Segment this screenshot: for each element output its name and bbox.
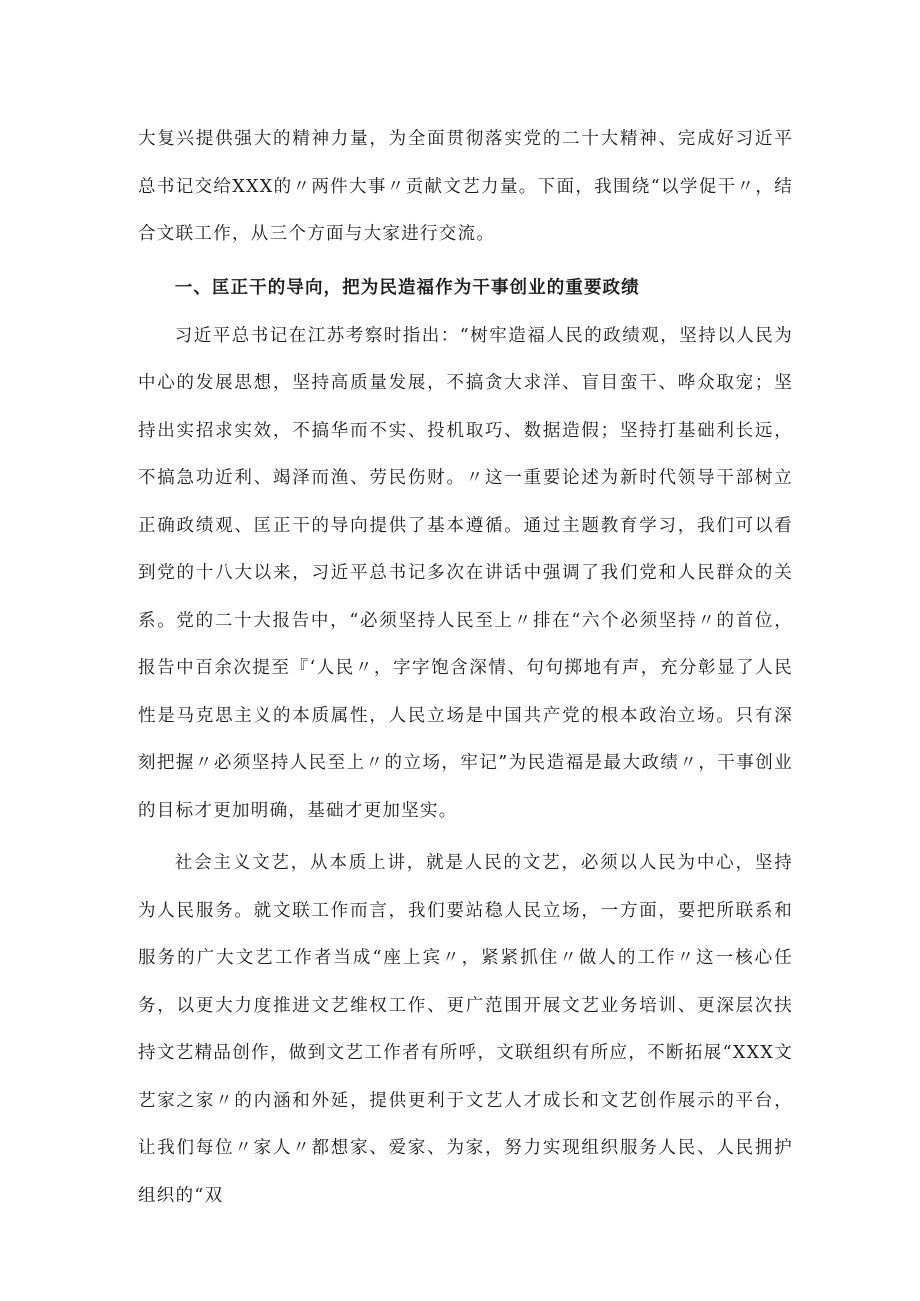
paragraph-continuation: 大复兴提供强大的精神力量，为全面贯彻落实党的二十大精神、完成好习近平总书记交给XXX的〃两件大事〃贡献文艺力量。下面，我围绕“以学促干〃，结合文联工作，从三个方面与大家进行交流。 [138, 129, 793, 244]
document-body [138, 116, 793, 1220]
paragraph-body: 习近平总书记在江苏考察时指出：“树牢造福人民的政绩观，坚持以人民为中心的发展思想，坚持高质量发展，不搞贪大求洋、盲目蛮干、哗众取宠；坚持出实招求实效，不搞华而不实、投机取巧、数据造假；坚持打基础利长远，不搞急功近利、竭泽而渔、劳民伤财。〃这一重要论述为新时代领导干部树立正确政绩观、匡正干的导向提供了基本遵循。通过主题教育学习，我们可以看到党的十八大以来，习近平总书记多次在讲话中强调了我们党和人民群众的关系。党的二十大报告中，“必须坚持人民至上〃排在“六个必须坚持〃的首位，报告中百余次提至『‘人民〃，字字饱含深情、句句掷地有声，充分彰显了人民性是马克思主义的本质属性，人民立场是中国共产党的根本政治立场。只有深刻把握〃必须坚持人民至上〃的立场，牢记”为民造福是最大政绩〃，干事创业的目标才更加明确，基础才更加坚实。 [138, 325, 793, 821]
paragraph-body: 社会主义文艺，从本质上讲，就是人民的文艺，必须以人民为中心，坚持为人民服务。就文联工作而言，我们要站稳人民立场，一方面，要把所联系和服务的广大文艺工作者当成“座上宾〃，紧紧抓住〃做人的工作〃这一核心任务，以更大力度推进文艺维权工作、更广范围开展文艺业务培训、更深层次扶持文艺精品创作，做到文艺工作者有所呼，文联组织有所应，不断拓展“XXX文艺家之家〃的内涵和外延，提供更利于文艺人才成长和文艺创作展示的平台，让我们每位〃家人〃都想家、爱家、为家，努力实现组织服务人民、人民拥护组织的“双 [138, 853, 793, 1206]
section-heading: 一、匡正干的导向，把为民造福作为干事创业的重要政绩 [174, 277, 640, 298]
